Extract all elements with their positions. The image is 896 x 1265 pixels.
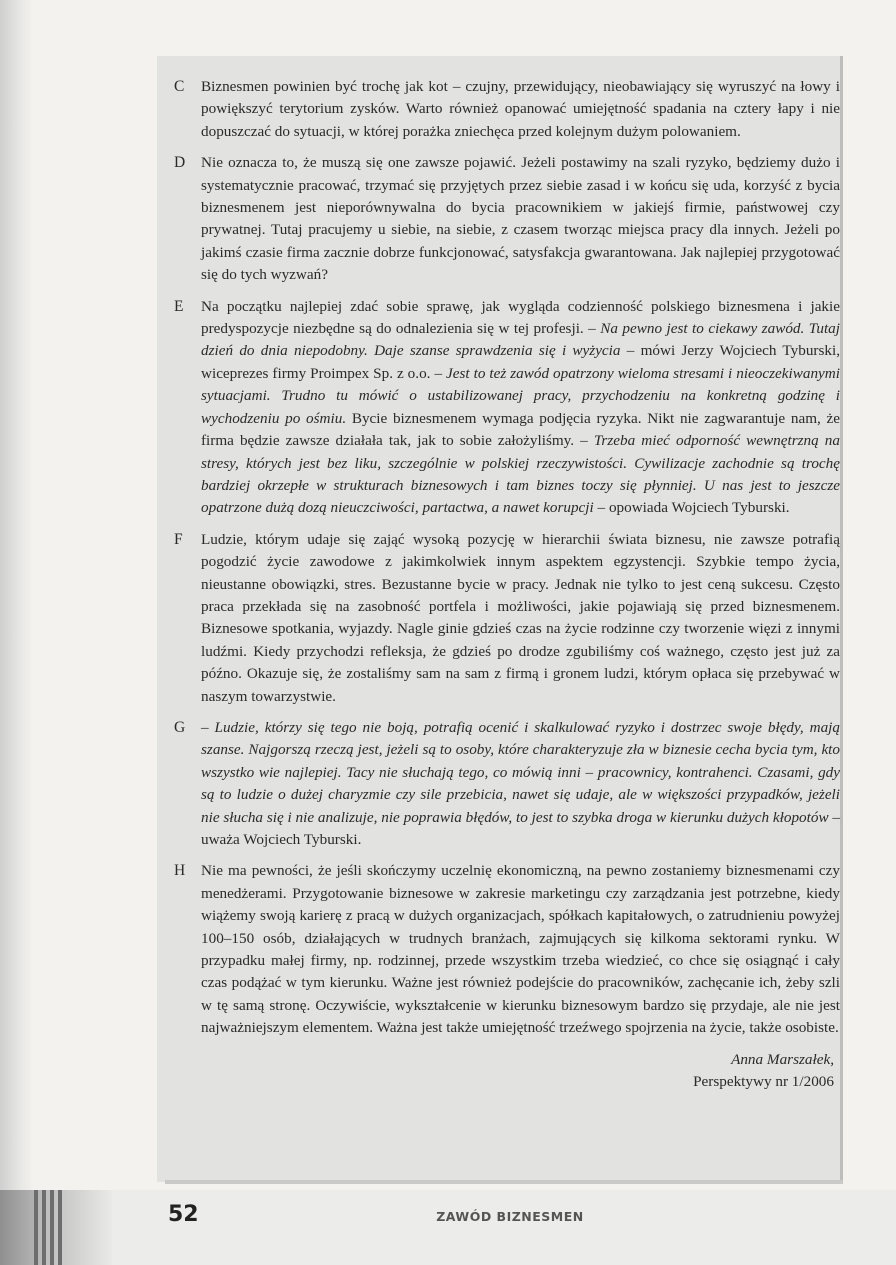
- running-footer-title: ZAWÓD BIZNESMEN: [436, 1209, 584, 1224]
- quote-segment: – Ludzie, którzy się tego nie boją, potrafią ocenić i skalkulować ryzyko i dostrzec swoje błędy, mają szanse. Najgorszą rzeczą jest, jeżeli są to osoby, które charakteryzuje zła w biznesie cecha bycia tym, kto wszystko wie najlepiej. Tacy nie słuchają tego, co mówią inni – pracownicy, kontrahenci. Czasami, gdy są to ludzie o dużej charyzmie czy sile przebicia, nawet się udaje, ale w większości przypadków, jeżeli nie słucha się i nie analizuje, nie poprawia błędów, to jest to szybka droga w kierunku dużych kłopotów: [201, 718, 840, 826]
- footer-band: [112, 1190, 896, 1265]
- paragraph-letter: G: [174, 718, 186, 736]
- quote-segment: Trzeba mieć odporność wewnętrzną na stresy, których jest bez liku, szczególnie w polskiej rzeczywistości. Cywilizacje zachodnie są trochę bardziej okrzepłe w strukturach biznesowych i tam biznes toczy się płynniej. U nas jest to jeszcze opatrzone dużą dozą nieuczciwości, partactwa, a nawet korupcji: [201, 432, 840, 517]
- text-segment: – mówi Jerzy Wojciech Tyburski, wiceprezes firmy Proimpex Sp. z o.o. –: [201, 342, 840, 382]
- article-panel-shadow: [165, 1180, 843, 1184]
- text-segment: Nie ma pewności, że jeśli skończymy uczelnię ekonomiczną, na pewno zostaniemy biznesmenami czy menedżerami. Przygotowanie biznesowe w zakresie marketingu czy zarządzania jest potrzebne, kiedy wiążemy swoją karierę z pracą w dużych organizacjach, spółkach kapitałowych, o zatrudnieniu powyżej 100–150 osób, działających w trudnych branżach, zajmujących się kilkoma sektorami rynku. W przypadku małej firmy, np. rodzinnej, przede wszystkim trzeba wiedzieć, co chce się osiągnąć i cały czas podążać w tym kierunku. Ważne jest również podejście do pracowników, zachęcanie ich, żeby szli w tę samą stronę. Oczywiście, wykształcenie w kierunku biznesowym bardzo się przydaje, ale nie jest najważniejszym elementem. Ważna jest także umiejętność trzeźwego spojrzenia na życie, także osobiste.: [201, 862, 840, 1037]
- binding-shadow: [0, 0, 34, 1190]
- quote-segment: Jest to też zawód opatrzony wieloma stresami i nieoczekiwanymi sytuacjami. Trudno tu mówić o ustabilizowanej pracy, przychodzeniu na konkretną godzinę i wychodzeniu po ośmiu.: [201, 364, 840, 427]
- article-author: Anna Marszałek,: [731, 1050, 834, 1068]
- paragraph-h: [172, 860, 840, 1039]
- paragraph-text: [201, 717, 840, 851]
- binding-stripe: [34, 1190, 38, 1265]
- paragraph-text: [201, 529, 840, 708]
- article-source: Perspektywy nr 1/2006: [693, 1073, 834, 1091]
- paragraph-d: [172, 152, 840, 286]
- paragraph-letter: F: [174, 530, 183, 548]
- text-segment: Biznesmen powinien być trochę jak kot – czujny, przewidujący, nieobawiający się wyruszyć na łowy i powiększyć terytorium zysków. Warto również opanować umiejętność spadania na cztery łapy i nie dopuszczać do sytuacji, w której porażka zniechęca przed kolejnym dużym polowaniem.: [201, 78, 840, 140]
- paragraph-f: [172, 529, 840, 708]
- paragraph-c: [172, 76, 840, 143]
- text-segment: Nie oznacza to, że muszą się one zawsze pojawić. Jeżeli postawimy na szali ryzyko, będziemy dużo i systematycznie pracować, trzymać się przyjętych przez siebie zasad i w końcu się uda, korzyść z bycia biznesmenem jest nieporównywalna do bycia pracownikiem w jakiejś firmie, państwowej czy prywatnej. Tutaj pracujemy u siebie, na siebie, z czasem tworząc miejsca pracy dla innych. Jeżeli po jakimś czasie firma zacznie dobrze funkcjonować, satysfakcja gwarantowana. Jak najlepiej przygotować się do tych wyzwań?: [201, 154, 840, 284]
- article-signature: [172, 1049, 840, 1094]
- text-segment: Na początku najlepiej zdać sobie sprawę, jak wygląda codzienność polskiego biznesmena i jakie predyspozycje niezbędne są do odnalezienia się w tej profesji. –: [201, 297, 840, 338]
- text-segment: Ludzie, którym udaje się zająć wysoką pozycję w hierarchii świata biznesu, nie zawsze potrafią pogodzić życie zawodowe z jakimkolwiek innym aspektem egzystencji. Szybkie tempo życia, nieustanne obowiązki, stres. Bezustanne bycie w pracy. Jednak nie tylko to jest ceną sukcesu. Często praca przekłada się na zasobność portfela i możliwości, jakie pojawiają się przed biznesmenem. Biznesowe spotkania, wyjazdy. Nagle ginie gdzieś czas na życie rodzinne czy tworzenie więzi z innymi ludźmi. Kiedy przychodzi refleksja, że gdzieś po drodze zgubiliśmy coś ważnego, często jest już za późno. Okazuje się, że zostaliśmy sam na sam z firmą i gronem ludzi, którym opłaca się przebywać w naszym towarzystwie.: [201, 530, 840, 705]
- paragraph-e: [172, 296, 840, 520]
- binding-shadow-bottom: [0, 1190, 112, 1265]
- text-segment: Bycie biznesmenem wymaga podjęcia ryzyka. Nikt nie zagwarantuje nam, że firma będzie zawsze działała tak, jak to sobie założyliśmy. –: [201, 409, 840, 450]
- paragraph-g: [172, 717, 840, 851]
- paragraph-letter: C: [174, 78, 185, 95]
- paragraph-text: [201, 296, 840, 520]
- paragraph-letter: D: [174, 154, 186, 172]
- binding-stripe: [50, 1190, 54, 1265]
- paragraph-text: [201, 860, 840, 1039]
- paragraph-text: [201, 76, 840, 143]
- page-number: 52: [168, 1202, 199, 1227]
- text-segment: – uważa Wojciech Tyburski.: [201, 808, 841, 848]
- binding-stripe: [42, 1190, 46, 1265]
- paragraph-letter: E: [174, 297, 184, 315]
- quote-segment: Na pewno jest to ciekawy zawód. Tutaj dzień do dnia niepodobny. Daje szanse sprawdzenia się i wyżycia: [201, 320, 840, 360]
- paragraph-text: [201, 152, 840, 286]
- text-segment: – opowiada Wojciech Tyburski.: [593, 499, 790, 517]
- paragraph-list: [172, 76, 840, 1040]
- article-body: [172, 76, 840, 1093]
- binding-stripe: [58, 1190, 62, 1265]
- paragraph-letter: H: [174, 862, 186, 880]
